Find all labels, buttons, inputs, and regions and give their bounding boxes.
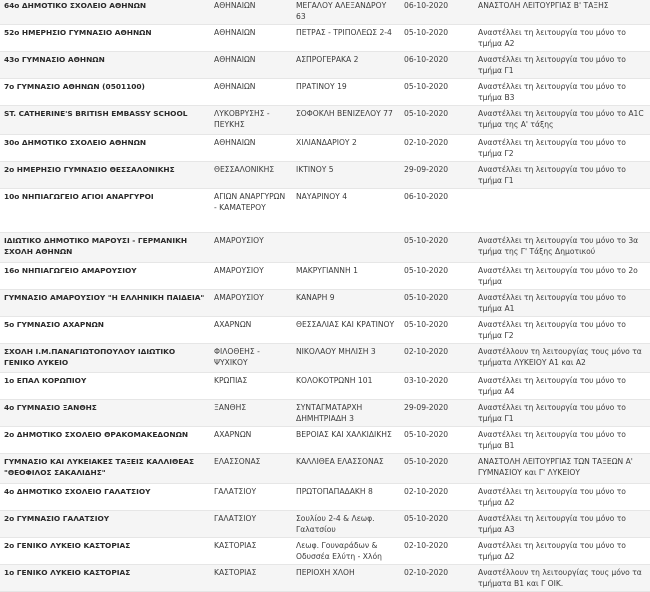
table-row [0, 25, 650, 52]
suspension-status-cell: Αναστέλλει τη λειτουργία του μόνο το τμήμα Α3 [474, 511, 650, 538]
school-name-cell: ΙΔΙΩΤΙΚΟ ΔΗΜΟΤΙΚΟ ΜΑΡΟΥΣΙ - ΓΕΡΜΑΝΙΚΗ ΣΧΟΛΗ ΑΘΗΝΩΝ [0, 233, 210, 263]
municipality-cell: ΑΘΗΝΑΙΩΝ [210, 52, 292, 79]
address-cell: Σουλίου 2-4 & Λεωφ. Γαλατσίου [292, 511, 400, 538]
municipality-cell: ΚΡΩΠΙΑΣ [210, 373, 292, 400]
table-row [0, 79, 650, 106]
date-cell: 05-10-2020 [400, 454, 474, 484]
date-cell: 03-10-2020 [400, 373, 474, 400]
table-row [0, 290, 650, 317]
address-cell: Λεωφ. Γουναράδων & Οδυσσέα Ελύτη - Χλόη [292, 538, 400, 565]
table-row [0, 106, 650, 135]
municipality-cell: ΑΜΑΡΟΥΣΙΟΥ [210, 290, 292, 317]
date-cell: 29-09-2020 [400, 162, 474, 189]
school-name-cell: 1ο ΓΕΝΙΚΟ ΛΥΚΕΙΟ ΚΑΣΤΟΡΙΑΣ [0, 565, 210, 592]
table-row [0, 373, 650, 400]
suspension-status-cell: ΑΝΑΣΤΟΛΗ ΛΕΙΤΟΥΡΓΙΑΣ ΤΩΝ ΤΑΞΕΩΝ Α' ΓΥΜΝΑΣΙΟΥ και Γ' ΛΥΚΕΙΟΥ [474, 454, 650, 484]
date-cell: 02-10-2020 [400, 538, 474, 565]
address-cell: ΣΥΝΤΑΓΜΑΤΑΡΧΗ ΔΗΜΗΤΡΙΑΔΗ 3 [292, 400, 400, 427]
suspension-status-cell: Αναστέλλει τη λειτουργία του μόνο το 2ο τμήμα [474, 263, 650, 290]
suspension-status-cell: Αναστέλλει τη λειτουργία του μόνο το τμήμα Γ2 [474, 135, 650, 162]
school-name-cell: 4ο ΓΥΜΝΑΣΙΟ ΞΑΝΘΗΣ [0, 400, 210, 427]
suspension-status-cell: Αναστέλλει τη λειτουργία του μόνο το τμήμα Δ2 [474, 538, 650, 565]
municipality-cell: ΑΘΗΝΑΙΩΝ [210, 79, 292, 106]
school-name-cell: ΣΧΟΛΗ Ι.Μ.ΠΑΝΑΓΙΩΤΟΠΟΥΛΟΥ ΙΔΙΩΤΙΚΟ ΓΕΝΙΚΟ ΛΥΚΕΙΟ [0, 344, 210, 373]
school-name-cell: 4ο ΔΗΜΟΤΙΚΟ ΣΧΟΛΕΙΟ ΓΑΛΑΤΣΙΟΥ [0, 484, 210, 511]
address-cell: ΠΡΑΤΙΝΟΥ 19 [292, 79, 400, 106]
address-cell [292, 233, 400, 263]
table-row [0, 454, 650, 484]
municipality-cell: ΓΑΛΑΤΣΙΟΥ [210, 484, 292, 511]
date-cell: 05-10-2020 [400, 427, 474, 454]
school-name-cell: 5ο ΓΥΜΝΑΣΙΟ ΑΧΑΡΝΩΝ [0, 317, 210, 344]
address-cell: ΚΟΛΟΚΟΤΡΩΝΗ 101 [292, 373, 400, 400]
date-cell: 05-10-2020 [400, 79, 474, 106]
date-cell: 06-10-2020 [400, 189, 474, 233]
date-cell: 06-10-2020 [400, 0, 474, 25]
table-row [0, 189, 650, 233]
municipality-cell: ΑΘΗΝΑΙΩΝ [210, 0, 292, 25]
date-cell: 02-10-2020 [400, 344, 474, 373]
school-name-cell: 7ο ΓΥΜΝΑΣΙΟ ΑΘΗΝΩΝ (0501100) [0, 79, 210, 106]
table-row [0, 317, 650, 344]
date-cell: 29-09-2020 [400, 400, 474, 427]
school-name-cell: 30ο ΔΗΜΟΤΙΚΟ ΣΧΟΛΕΙΟ ΑΘΗΝΩΝ [0, 135, 210, 162]
table-row [0, 0, 650, 25]
municipality-cell: ΕΛΑΣΣΟΝΑΣ [210, 454, 292, 484]
suspension-status-cell: Αναστέλλει τη λειτουργία του μόνο το τμήμα Α1 [474, 290, 650, 317]
suspension-status-cell: Αναστέλλει τη λειτουργία του μόνο το τμήμα Α4 [474, 373, 650, 400]
date-cell: 02-10-2020 [400, 565, 474, 592]
date-cell: 02-10-2020 [400, 135, 474, 162]
school-name-cell: 1ο ΕΠΑΛ ΚΟΡΩΠΙΟΥ [0, 373, 210, 400]
date-cell: 05-10-2020 [400, 106, 474, 135]
table-row [0, 263, 650, 290]
date-cell: 02-10-2020 [400, 484, 474, 511]
address-cell: ΜΕΓΑΛΟΥ ΑΛΕΞΑΝΔΡΟΥ 63 [292, 0, 400, 25]
municipality-cell: ΓΑΛΑΤΣΙΟΥ [210, 511, 292, 538]
table-row [0, 135, 650, 162]
school-name-cell: 2ο ΔΗΜΟΤΙΚΟ ΣΧΟΛΕΙΟ ΘΡΑΚΟΜΑΚΕΔΟΝΩΝ [0, 427, 210, 454]
school-name-cell: 52ο ΗΜΕΡΗΣΙΟ ΓΥΜΝΑΣΙΟ ΑΘΗΝΩΝ [0, 25, 210, 52]
municipality-cell: ΘΕΣΣΑΛΟΝΙΚΗΣ [210, 162, 292, 189]
table-row [0, 162, 650, 189]
school-name-cell: ST. CATHERINE'S BRITISH EMBASSY SCHOOL [0, 106, 210, 135]
municipality-cell: ΑΘΗΝΑΙΩΝ [210, 25, 292, 52]
suspension-status-cell: Αναστέλλει τη λειτουργία του μόνο το A1C τμήμα της Α' τάξης [474, 106, 650, 135]
date-cell: 05-10-2020 [400, 233, 474, 263]
school-name-cell: ΓΥΜΝΑΣΙΟ ΚΑΙ ΛΥΚΕΙΑΚΕΣ ΤΑΞΕΙΣ ΚΑΛΛΙΘΕΑΣ "ΘΕΟΦΙΛΟΣ ΣΑΚΑΛΙΔΗΣ" [0, 454, 210, 484]
date-cell: 05-10-2020 [400, 263, 474, 290]
suspension-status-cell: Αναστέλλει τη λειτουργία του μόνο το τμήμα Γ2 [474, 317, 650, 344]
address-cell: ΘΕΣΣΑΛΙΑΣ ΚΑΙ ΚΡΑΤΙΝΟΥ [292, 317, 400, 344]
school-name-cell: 2ο ΗΜΕΡΗΣΙΟ ΓΥΜΝΑΣΙΟ ΘΕΣΣΑΛΟΝΙΚΗΣ [0, 162, 210, 189]
address-cell: ΜΑΚΡΥΓΙΑΝΝΗ 1 [292, 263, 400, 290]
address-cell: ΚΑΛΛΙΘΕΑ ΕΛΑΣΣΟΝΑΣ [292, 454, 400, 484]
date-cell: 05-10-2020 [400, 25, 474, 52]
table-row [0, 400, 650, 427]
suspension-status-cell: Αναστέλλει τη λειτουργία του μόνο το 3α τμήμα της Γ' Τάξης Δημοτικού [474, 233, 650, 263]
address-cell: ΠΡΩΤΟΠΑΠΑΔΑΚΗ 8 [292, 484, 400, 511]
school-name-cell: 43ο ΓΥΜΝΑΣΙΟ ΑΘΗΝΩΝ [0, 52, 210, 79]
table-row [0, 511, 650, 538]
suspension-status-cell: Αναστέλλει τη λειτουργία του μόνο το τμήμα Β3 [474, 79, 650, 106]
date-cell: 05-10-2020 [400, 511, 474, 538]
date-cell: 05-10-2020 [400, 290, 474, 317]
municipality-cell: ΑΘΗΝΑΙΩΝ [210, 135, 292, 162]
address-cell: ΒΕΡΟΙΑΣ ΚΑΙ ΧΑΛΚΙΔΙΚΗΣ [292, 427, 400, 454]
suspension-status-cell: Αναστέλλουν τη λειτουργίας τους μόνο τα τμήματα ΛΥΚΕΙΟΥ Α1 και Α2 [474, 344, 650, 373]
suspension-status-cell: Αναστέλλει τη λειτουργία του μόνο το τμήμα Γ1 [474, 400, 650, 427]
suspension-status-cell [474, 189, 650, 233]
municipality-cell: ΞΑΝΘΗΣ [210, 400, 292, 427]
table-row [0, 233, 650, 263]
address-cell: ΠΕΤΡΑΣ - ΤΡΙΠΟΛΕΩΣ 2-4 [292, 25, 400, 52]
school-name-cell: 10ο ΝΗΠΙΑΓΩΓΕΙΟ ΑΓΙΟΙ ΑΝΑΡΓΥΡΟΙ [0, 189, 210, 233]
address-cell: ΧΙΛΙΑΝΔΑΡΙΟΥ 2 [292, 135, 400, 162]
suspension-status-cell: Αναστέλλει τη λειτουργία του μόνο το τμήμα Α2 [474, 25, 650, 52]
municipality-cell: ΛΥΚΟΒΡΥΣΗΣ - ΠΕΥΚΗΣ [210, 106, 292, 135]
municipality-cell: ΑΧΑΡΝΩΝ [210, 317, 292, 344]
suspension-status-cell: Αναστέλλει τη λειτουργία του μόνο το τμήμα Β1 [474, 427, 650, 454]
address-cell: ΣΟΦΟΚΛΗ ΒΕΝΙΖΕΛΟΥ 77 [292, 106, 400, 135]
municipality-cell: ΑΜΑΡΟΥΣΙΟΥ [210, 263, 292, 290]
municipality-cell: ΚΑΣΤΟΡΙΑΣ [210, 538, 292, 565]
suspension-status-cell: Αναστέλλει τη λειτουργία του μόνο το τμήμα Γ1 [474, 162, 650, 189]
municipality-cell: ΑΓΙΩΝ ΑΝΑΡΓΥΡΩΝ - ΚΑΜΑΤΕΡΟΥ [210, 189, 292, 233]
date-cell: 05-10-2020 [400, 317, 474, 344]
address-cell: ΝΙΚΟΛΑΟΥ ΜΗΛΙΣΗ 3 [292, 344, 400, 373]
municipality-cell: ΦΙΛΟΘΕΗΣ - ΨΥΧΙΚΟΥ [210, 344, 292, 373]
school-name-cell: 64ο ΔΗΜΟΤΙΚΟ ΣΧΟΛΕΙΟ ΑΘΗΝΩΝ [0, 0, 210, 25]
school-name-cell: 2ο ΓΕΝΙΚΟ ΛΥΚΕΙΟ ΚΑΣΤΟΡΙΑΣ [0, 538, 210, 565]
table-row [0, 427, 650, 454]
table-row [0, 52, 650, 79]
address-cell: ΙΚΤΙΝΟΥ 5 [292, 162, 400, 189]
school-name-cell: ΓΥΜΝΑΣΙΟ ΑΜΑΡΟΥΣΙΟΥ "Η ΕΛΛΗΝΙΚΗ ΠΑΙΔΕΙΑ" [0, 290, 210, 317]
school-name-cell: 2ο ΓΥΜΝΑΣΙΟ ΓΑΛΑΤΣΙΟΥ [0, 511, 210, 538]
table-row [0, 484, 650, 511]
date-cell: 06-10-2020 [400, 52, 474, 79]
municipality-cell: ΚΑΣΤΟΡΙΑΣ [210, 565, 292, 592]
address-cell: ΑΣΠΡΟΓΕΡΑΚΑ 2 [292, 52, 400, 79]
table-row [0, 565, 650, 592]
suspension-status-cell: ΑΝΑΣΤΟΛΗ ΛΕΙΤΟΥΡΓΙΑΣ Β' ΤΑΞΗΣ [474, 0, 650, 25]
address-cell: ΚΑΝΑΡΗ 9 [292, 290, 400, 317]
municipality-cell: ΑΧΑΡΝΩΝ [210, 427, 292, 454]
suspension-status-cell: Αναστέλλει τη λειτουργία του μόνο το τμήμα Γ1 [474, 52, 650, 79]
suspension-status-cell: Αναστέλλουν τη λειτουργίας τους μόνο τα τμήματα Β1 και Γ ΟΙΚ. [474, 565, 650, 592]
address-cell: ΝΑΥΑΡΙΝΟΥ 4 [292, 189, 400, 233]
suspension-status-cell: Αναστέλλει τη λειτουργία του μόνο το τμήμα Δ2 [474, 484, 650, 511]
address-cell: ΠΕΡΙΟΧΗ ΧΛΟΗ [292, 565, 400, 592]
municipality-cell: ΑΜΑΡΟΥΣΙΟΥ [210, 233, 292, 263]
table-row [0, 344, 650, 373]
table-row [0, 538, 650, 565]
school-name-cell: 16ο ΝΗΠΙΑΓΩΓΕΙΟ ΑΜΑΡΟΥΣΙΟΥ [0, 263, 210, 290]
